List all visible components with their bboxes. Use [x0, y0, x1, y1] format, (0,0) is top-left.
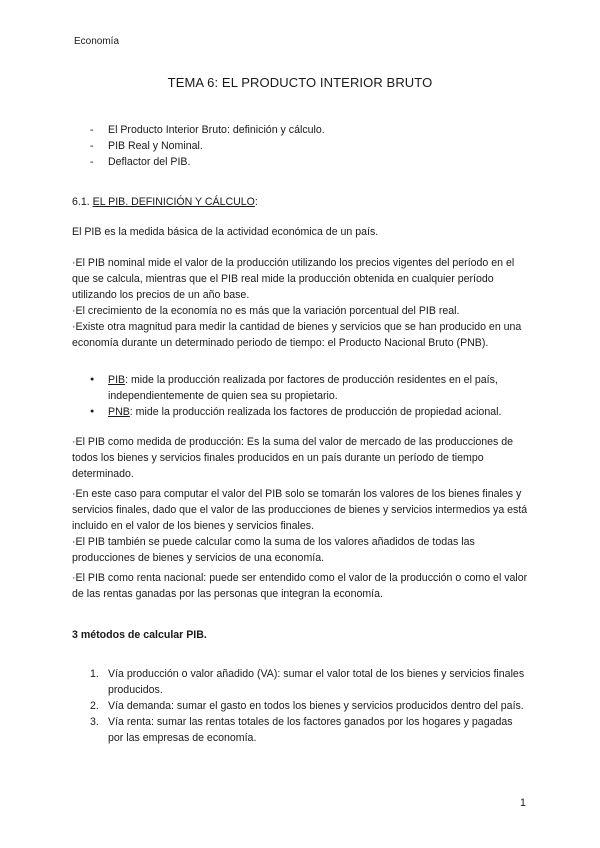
method-text: Vía renta: sumar las rentas totales de los factores ganados por los hogares y pagadas por las empresas de economía. — [108, 716, 513, 744]
methods-heading: 3 métodos de calcular PIB. — [72, 629, 207, 641]
paragraph-b4: ·El PIB como renta nacional: puede ser entendido como el valor de la producción o como el valor de las rentas ganadas por las personas que integran la economía. — [72, 572, 528, 600]
definitions-block — [72, 255, 530, 351]
section-heading — [72, 194, 530, 210]
topic-item: - PIB Real y Nominal. — [90, 138, 325, 154]
method-number: 1. — [90, 668, 99, 680]
topic-item: - El Producto Interior Bruto: definición y cálculo. — [90, 122, 325, 138]
paragraph: ·El PIB nominal mide el valor de la producción utilizando los precios vigentes del período en el que se calcula, mientras que el PIB real mide la producción obtenida en cualquier período utilizando los precios de un año base. — [72, 257, 515, 301]
bullet-text: : mide la producción realizada por factores de producción residentes en el país, independientemente de quien sea su propietario. — [108, 374, 498, 402]
method-item — [90, 698, 530, 714]
paragraph-b2: ·En este caso para computar el valor del PIB solo se tomarán los valores de los bienes finales y servicios finales, dado que el valor de las producciones de bienes y servicios intermedios ya está incluido en el valor de los bienes y servicios finales. — [72, 488, 528, 532]
topic-list — [90, 122, 325, 170]
section-heading-text: EL PIB. DEFINICIÓN Y CÁLCULO — [92, 196, 255, 208]
bullet-term: PIB — [108, 374, 126, 386]
document-title: TEMA 6: EL PRODUCTO INTERIOR BRUTO — [167, 75, 433, 90]
method-item — [90, 714, 530, 746]
paragraph: ·El crecimiento de la economía no es más que la variación porcentual del PIB real. — [72, 305, 460, 317]
section-heading-colon: : — [254, 196, 258, 208]
paragraph-b3: ·El PIB también se puede calcular como la suma de los valores añadidos de todas las producciones de bienes y servicios de una economía. — [72, 536, 475, 564]
method-text: Vía producción o valor añadido (VA): sumar el valor total de los bienes y servicios finales producidos. — [108, 668, 525, 696]
method-item — [90, 666, 530, 698]
method-text: Vía demanda: sumar el gasto en todos los bienes y servicios producidos dentro del país. — [108, 700, 524, 712]
bullet-list — [90, 372, 530, 420]
bullet-term: PNB — [108, 406, 130, 418]
topic-item: - Deflactor del PIB. — [90, 154, 325, 170]
method-number: 3. — [90, 716, 99, 728]
intro-paragraph: El PIB es la medida básica de la actividad económica de un país. — [72, 226, 379, 238]
page-number: 1 — [520, 797, 526, 809]
paragraph-b1: ·El PIB como medida de producción: Es la suma del valor de mercado de las producciones de todos los bienes y servicios finales producidos en un país durante un período de tiempo determinado. — [72, 436, 514, 480]
bullet-item — [90, 404, 530, 420]
bullet-item — [90, 372, 530, 404]
header-subject: Economía — [74, 36, 120, 47]
methods-list — [90, 666, 530, 746]
section-number: 6.1. — [72, 196, 90, 208]
method-number: 2. — [90, 700, 99, 712]
bullet-text: : mide la producción realizada los factores de producción de propiedad acional. — [129, 406, 502, 418]
paragraph: ·Existe otra magnitud para medir la cantidad de bienes y servicios que se han producido en una economía durante un determinado periodo de tiempo: el Producto Nacional Bruto (PNB). — [72, 321, 522, 349]
